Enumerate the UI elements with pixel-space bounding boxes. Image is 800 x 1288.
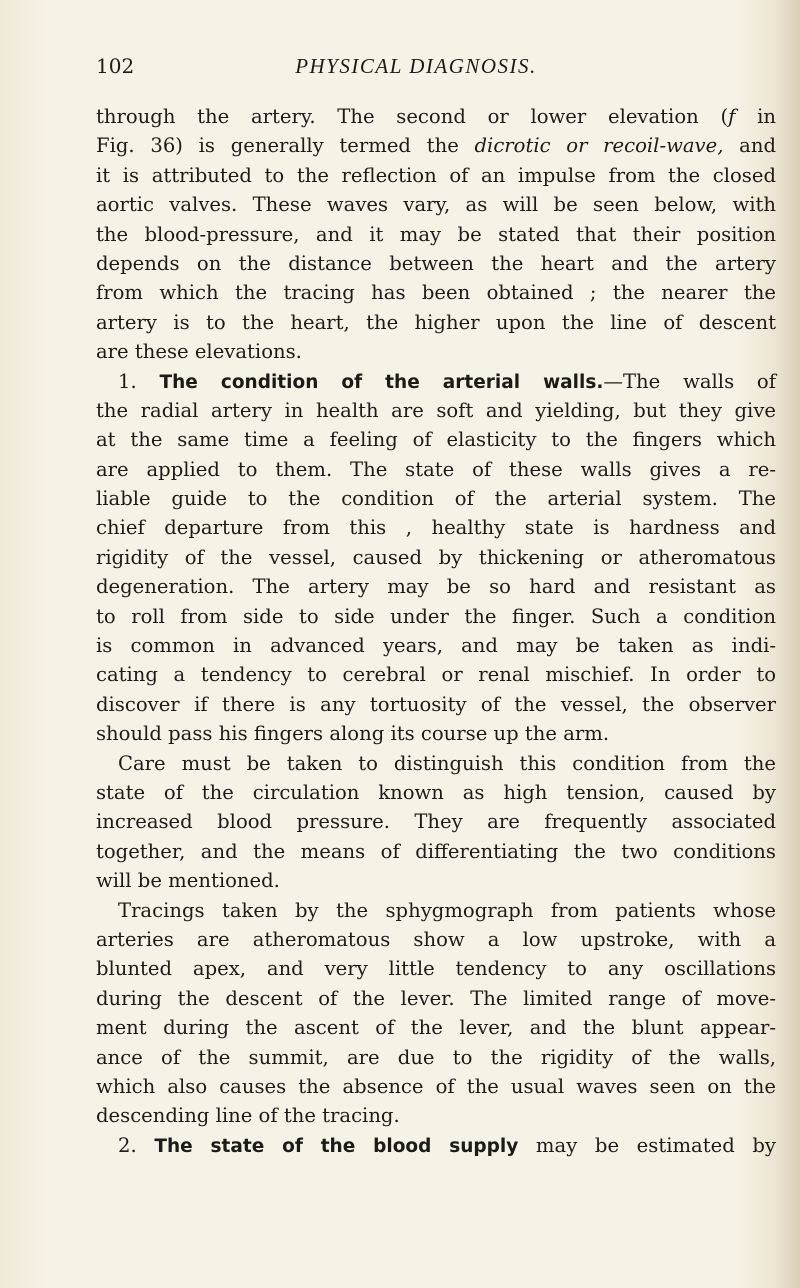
text-line: through the artery. The second or lower elevation (f in (96, 105, 776, 128)
text-line: are applied to them. The state of these walls gives a re- (96, 457, 776, 481)
text-line: the blood-pressure, and it may be stated that their position (96, 222, 776, 246)
text-line: Fig. 36) is generally termed the dicrotic or recoil-wave, and (96, 134, 776, 158)
text-line: discover if there is any tortuosity of the vessel, the observer (96, 692, 776, 716)
text-line: degeneration. The artery may be so hard and resistant as (96, 575, 776, 599)
text-line: state of the circulation known as high tension, caused by (96, 780, 776, 804)
text-line: ance of the summit, are due to the rigidity of the walls, (96, 1045, 776, 1069)
text-line: will be mentioned. (96, 869, 280, 893)
text-line: it is attributed to the reflection of an impulse from the closed (96, 163, 776, 187)
text-line: is common in advanced years, and may be taken as indi- (96, 634, 776, 658)
text-line: are these elevations. (96, 340, 302, 364)
text-line: Tracings taken by the sphygmograph from patients whose (118, 898, 776, 922)
page-header (96, 54, 736, 84)
text-line: aortic valves. These waves vary, as will be seen below, with (96, 193, 776, 217)
text-line: blunted apex, and very little tendency to any oscillations (96, 957, 776, 981)
text-line: ment during the ascent of the lever, and the blunt appear- (96, 1016, 776, 1040)
text-line: from which the tracing has been obtained ; the nearer the (96, 281, 776, 305)
body-text (96, 102, 776, 1160)
text-line: cating a tendency to cerebral or renal mischief. In order to (96, 663, 776, 687)
text-line: arteries are atheromatous show a low upstroke, with a (96, 927, 776, 951)
text-line: descending line of the tracing. (96, 1104, 400, 1128)
section-heading-line: 1. The condition of the arterial walls.—The walls of (118, 369, 776, 393)
text-line: rigidity of the vessel, caused by thickening or atheromatous (96, 545, 776, 569)
text-line: to roll from side to side under the finger. Such a condition (96, 604, 776, 628)
text-line: which also causes the absence of the usual waves seen on the (96, 1074, 776, 1098)
text-line: during the descent of the lever. The limited range of move- (96, 986, 776, 1010)
running-title: PHYSICAL DIAGNOSIS. (295, 54, 537, 78)
text-line: increased blood pressure. They are frequently associated (96, 810, 776, 834)
text-line: the radial artery in health are soft and yielding, but they give (96, 398, 776, 422)
text-line: artery is to the heart, the higher upon the line of descent (96, 310, 776, 334)
text-line: chief departure from this , healthy state is hardness and (96, 516, 776, 540)
text-line: should pass his fingers along its course up the arm. (96, 722, 610, 746)
text-line: at the same time a feeling of elasticity to the fingers which (96, 428, 776, 452)
section-heading-line: 2. The state of the blood supply may be estimated by (118, 1133, 776, 1157)
section-heading: The state of the blood supply (154, 1135, 519, 1157)
text-line: Care must be taken to distinguish this condition from the (118, 751, 776, 775)
section-heading: The condition of the arterial walls. (159, 371, 604, 393)
text-line: liable guide to the condition of the arterial system. The (96, 487, 776, 511)
text-line: depends on the distance between the heart and the artery (96, 251, 776, 275)
text-line: together, and the means of differentiating the two conditions (96, 839, 776, 863)
page-number: 102 (96, 54, 135, 78)
